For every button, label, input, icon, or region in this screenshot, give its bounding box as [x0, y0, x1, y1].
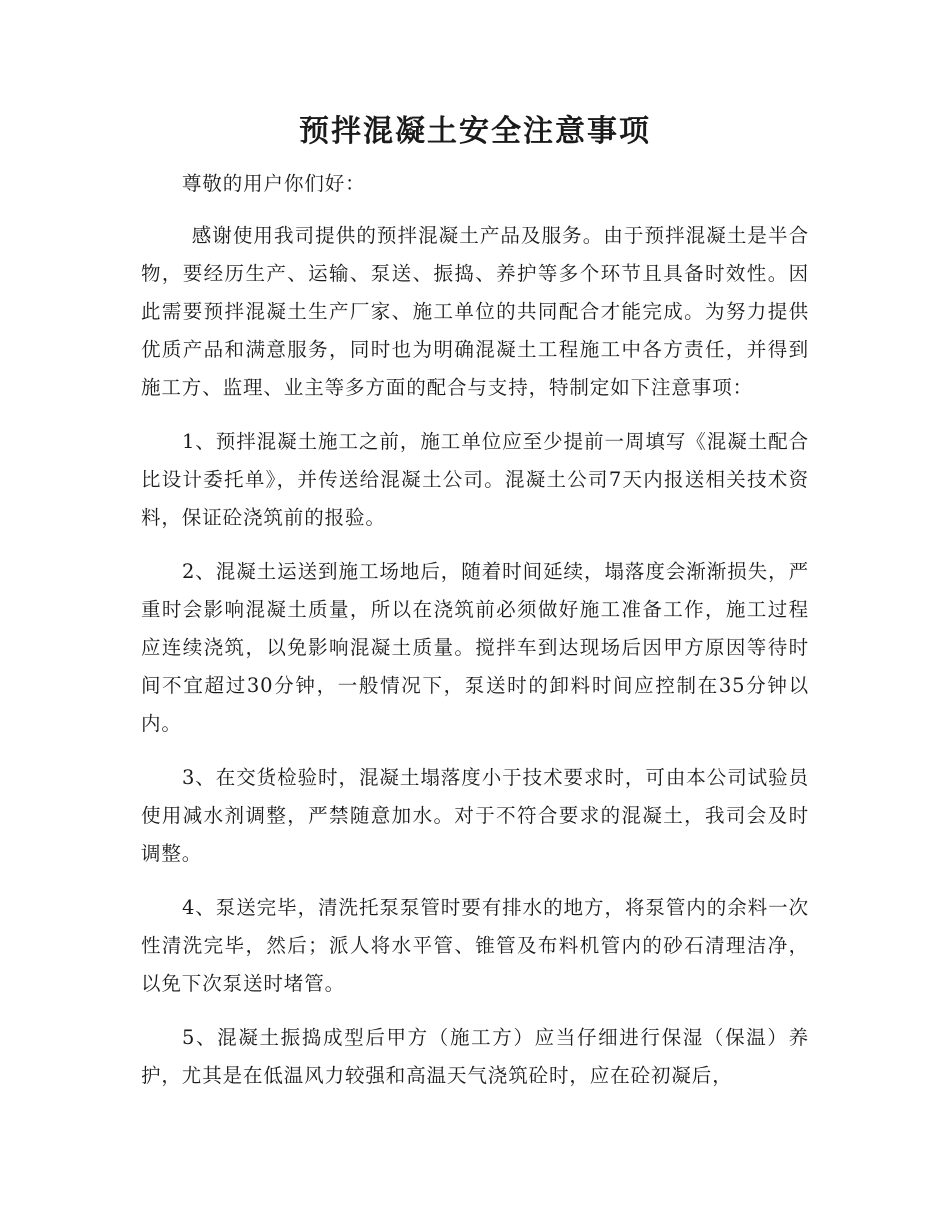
item-paragraph-2: 2、混凝土运送到施工场地后，随着时间延续，塌落度会渐渐损失，严重时会影响混凝土质量，所以在浇筑前必须做好施工准备工作，施工过程应连续浇筑，以免影响混凝土质量。搅拌车到达现场后因甲方原因等待时间不宜超过30分钟，一般情况下，泵送时的卸料时间应控制在35分钟以内。	[141, 560, 809, 735]
item-paragraph-3: 3、在交货检验时，混凝土塌落度小于技术要求时，可由本公司试验员使用减水剂调整，严禁随意加水。对于不符合要求的混凝土，我司会及时调整。	[141, 766, 809, 865]
item-paragraph-4: 4、泵送完毕，清洗托泵泵管时要有排水的地方，将泵管内的余料一次性清洗完毕，然后；派人将水平管、锥管及布料机管内的砂石清理洁净，以免下次泵送时堵管。	[141, 896, 809, 995]
greeting: 尊敬的用户你们好：	[181, 172, 366, 195]
item-paragraph-1: 1、预拌混凝土施工之前，施工单位应至少提前一周填写《混凝土配合比设计委托单》，并传送给混凝土公司。混凝土公司7天内报送相关技术资料，保证砼浇筑前的报验。	[141, 430, 809, 529]
document-title: 预拌混凝土安全注意事项	[299, 114, 651, 149]
item-paragraph-5: 5、混凝土振捣成型后甲方（施工方）应当仔细进行保湿（保温）养护，尤其是在低温风力较强和高温天气浇筑砼时，应在砼初凝后，	[141, 1026, 809, 1087]
document-body	[141, 165, 809, 1111]
intro-paragraph: 感谢使用我司提供的预拌混凝土产品及服务。由于预拌混凝土是半合物，要经历生产、运输、泵送、振捣、养护等多个环节且具备时效性。因此需要预拌混凝土生产厂家、施工单位的共同配合才能完成。为努力提供优质产品和满意服务，同时也为明确混凝土工程施工中各方责任，并得到施工方、监理、业主等多方面的配合与支持，特制定如下注意事项：	[141, 224, 809, 399]
